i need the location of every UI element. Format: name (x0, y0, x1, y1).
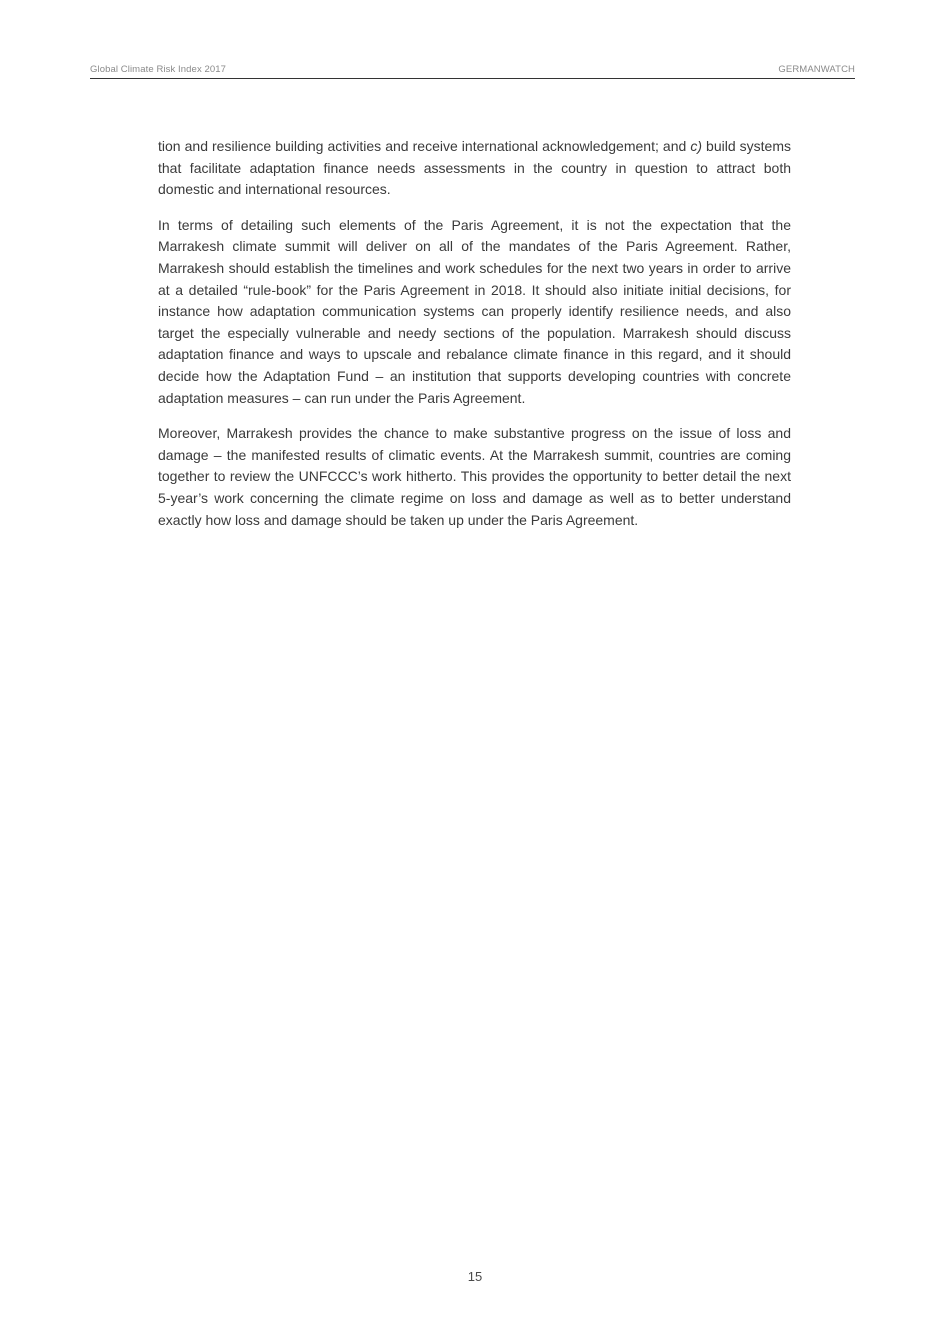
paragraph-3: Moreover, Marrakesh provides the chance to make substantive progress on the issue of loss and damage – the manifested results of climatic events. At the Marrakesh summit, countries are coming together to review the UNFCCC’s work hitherto. This provides the opportunity to better detail the next 5-year’s work concerning the climate regime on loss and damage as well as to better understand exactly how loss and damage should be taken up under the Paris Agreement. (158, 425, 791, 528)
header-organization: GERMANWATCH (778, 64, 855, 75)
paragraph-2: In terms of detailing such elements of the Paris Agreement, it is not the expectation that the Marrakesh climate summit will deliver on all of the mandates of the Paris Agreement. Rather, Marrakesh should establish the timelines and work schedules for the next two years in order to arrive at a detailed “rule-book” for the Paris Agreement in 2018. It should also initiate initial decisions, for instance how adaptation communication systems can properly identify resilience needs, and also target the especially vulnerable and needy sections of the population. Marrakesh should discuss adaptation finance and ways to upscale and rebalance climate finance in this regard, and it should decide how the Adaptation Fund – an institution that supports developing countries with concrete adaptation measures – can run under the Paris Agreement. (158, 216, 791, 406)
paragraph-1-text-end: build systems that facilitate adaptation finance needs assessments in the country in question to attract both domestic and international resources. (158, 138, 791, 198)
paragraph-1 (158, 136, 791, 201)
header-report-title: Global Climate Risk Index 2017 (90, 64, 227, 75)
body-text (158, 136, 791, 545)
page-header (90, 64, 855, 79)
paragraph-1-italic-marker: c) (690, 138, 702, 154)
paragraph-1-text-start: tion and resilience building activities and receive international acknowledgement; and (158, 138, 691, 154)
page-number: 15 (467, 1269, 483, 1284)
